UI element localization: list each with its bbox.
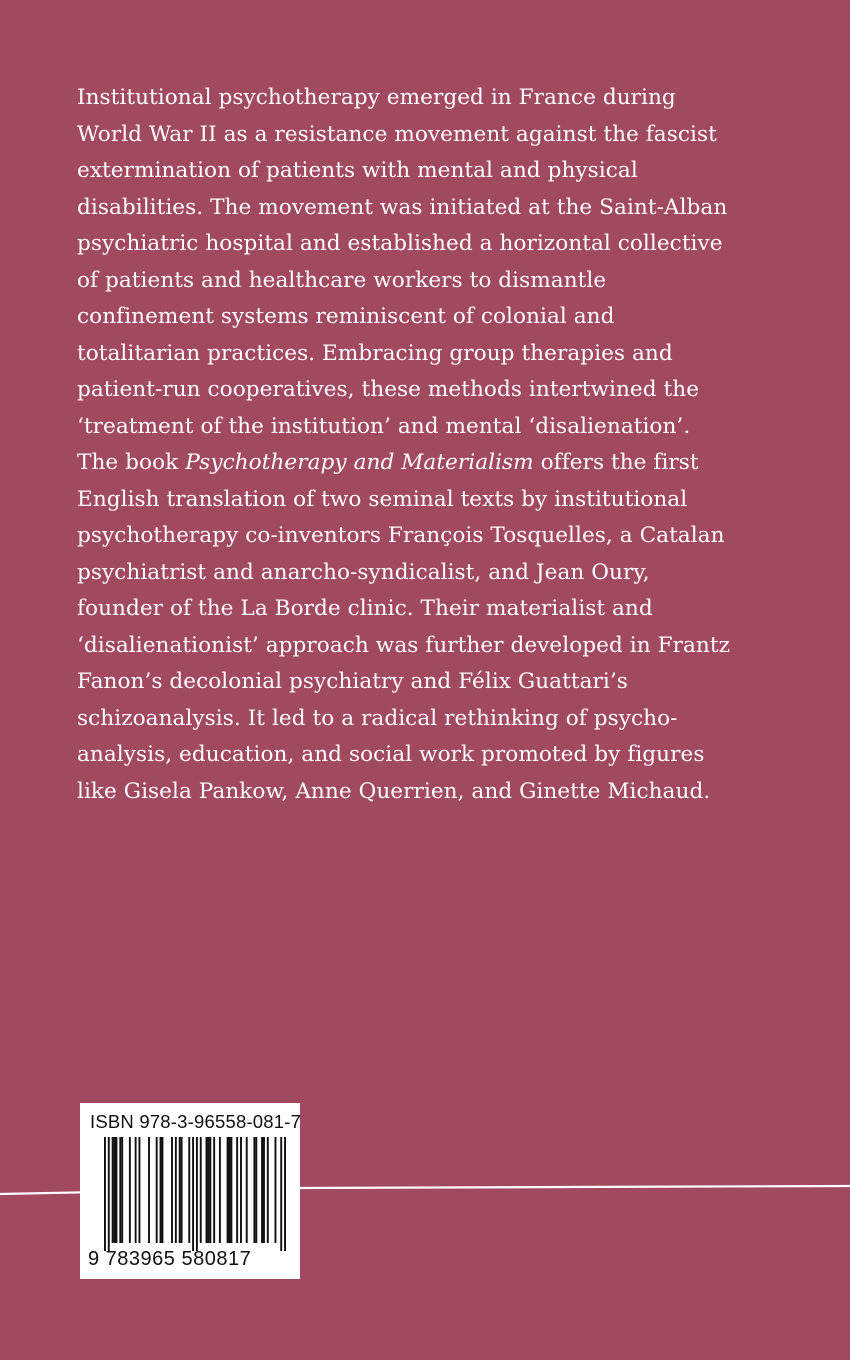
barcode-bar: [192, 1137, 194, 1251]
blurb-line: ‘disalienationist’ approach was further developed in Frantz: [77, 632, 731, 658]
barcode-bar: [175, 1137, 177, 1243]
blurb-line: like Gisela Pankow, Anne Querrien, and Ginette Michaud.: [77, 778, 711, 804]
blurb-line-book-title: [77, 445, 749, 482]
blurb-line: of patients and healthcare workers to dismantle: [77, 267, 607, 293]
blurb-text-segment: offers the first: [533, 450, 699, 475]
blurb-line: schizoanalysis. It led to a radical rethinking of psycho-: [77, 705, 678, 731]
barcode-bar: [148, 1137, 150, 1243]
barcode-bar: [104, 1137, 106, 1251]
barcode-image: [104, 1137, 286, 1251]
barcode-bar: [240, 1137, 242, 1243]
blurb-line: psychiatric hospital and established a horizontal collective: [77, 231, 723, 256]
blurb-line: psychotherapy co-inventors François Tosquelles, a Catalan: [77, 523, 725, 548]
barcode-bar: [219, 1137, 221, 1243]
barcode-bar: [207, 1137, 209, 1243]
barcode-bar: [196, 1137, 198, 1251]
barcode-bar: [114, 1137, 116, 1243]
barcode-digits: 9 783965 580817: [88, 1248, 252, 1270]
barcode-bar: [227, 1137, 229, 1243]
barcode-bar: [275, 1137, 277, 1243]
barcode-bar: [230, 1137, 232, 1243]
barcode-bar: [200, 1137, 202, 1243]
blurb-line: English translation of two seminal texts by institutional: [77, 486, 688, 512]
barcode-bar: [263, 1137, 265, 1243]
blurb-text-segment: The book: [77, 450, 186, 475]
barcode-bar: [206, 1137, 208, 1243]
blurb-line: founder of the La Borde clinic. Their materialist and: [77, 596, 653, 621]
blurb-line: confinement systems reminiscent of colonial and: [77, 304, 615, 329]
blurb-line: totalitarian practices. Embracing group therapies and: [77, 340, 673, 366]
barcode-bar: [112, 1137, 114, 1243]
blurb-line: Fanon’s decolonial psychiatry and Félix Guattari’s: [77, 669, 628, 694]
isbn-label: ISBN 978-3-96558-081-7: [90, 1111, 302, 1132]
barcode-bar: [138, 1137, 140, 1243]
barcode-bar: [280, 1137, 282, 1251]
barcode-bar: [236, 1137, 238, 1243]
blurb-line: World War II as a resistance movement against the fascist: [77, 121, 717, 147]
barcode-bar: [135, 1137, 137, 1243]
barcode-bar: [181, 1137, 183, 1243]
barcode-bar: [115, 1137, 117, 1243]
barcode-bar: [267, 1137, 269, 1243]
barcode-bar: [156, 1137, 158, 1243]
blurb-line: disabilities. The movement was initiated at the Saint-Alban: [77, 194, 728, 220]
barcode-bar: [171, 1137, 173, 1243]
barcode-bar: [179, 1137, 181, 1243]
barcode-bar: [129, 1137, 131, 1243]
barcode-bar: [253, 1137, 255, 1243]
blurb-line: ‘treatment of the institution’ and mental ‘disalienation’.: [77, 413, 691, 439]
barcode-bar: [255, 1137, 257, 1243]
barcode-panel: [80, 1103, 300, 1279]
blurb-line: analysis, education, and social work promoted by figures: [77, 742, 705, 767]
blurb-line: extermination of patients with mental and physical: [77, 158, 638, 183]
barcode-bar: [261, 1137, 263, 1243]
barcode-bar: [209, 1137, 211, 1243]
barcode-bar: [229, 1137, 231, 1243]
barcode-bar: [121, 1137, 123, 1243]
barcode-bar: [188, 1137, 190, 1243]
book-title: Psychotherapy and Materialism: [185, 450, 534, 475]
barcode-bar: [161, 1137, 163, 1243]
blurb-text: [77, 80, 749, 810]
barcode-bar: [284, 1137, 286, 1251]
barcode-bar: [213, 1137, 215, 1243]
blurb-line: Institutional psychotherapy emerged in France during: [77, 85, 676, 110]
blurb-line: psychiatrist and anarcho-syndicalist, and Jean Oury,: [77, 559, 650, 585]
barcode-bar: [246, 1137, 248, 1243]
barcode-bar: [119, 1137, 121, 1243]
blurb-line: patient-run cooperatives, these methods intertwined the: [77, 377, 700, 402]
barcode-bar: [160, 1137, 162, 1243]
barcode-bar: [108, 1137, 110, 1251]
